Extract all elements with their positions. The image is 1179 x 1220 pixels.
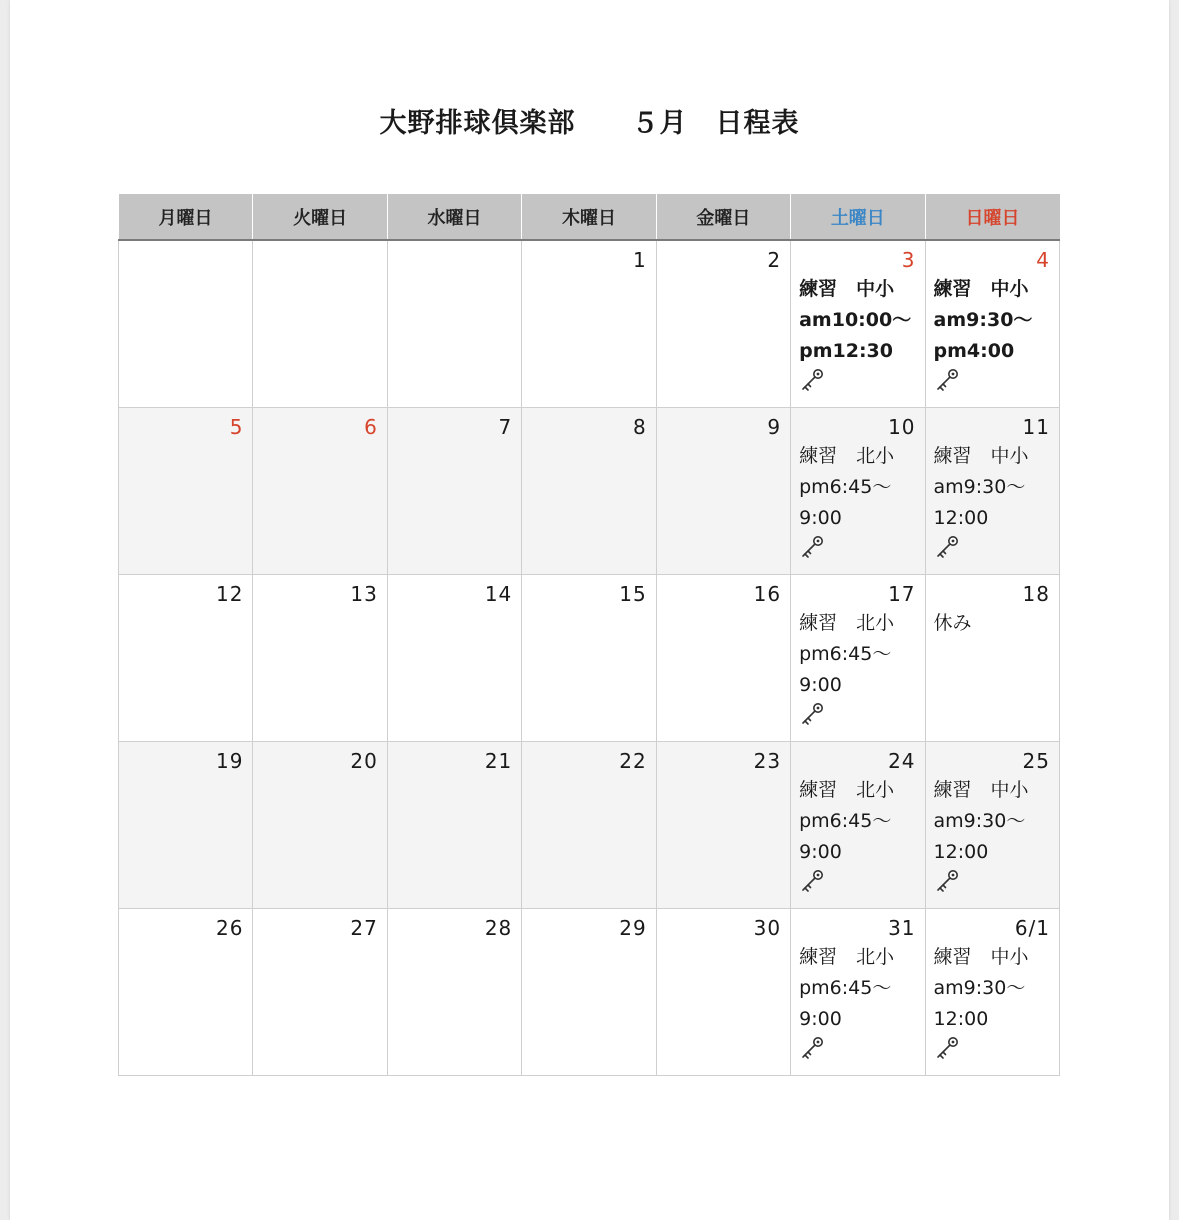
day-cell: [656, 240, 790, 408]
day-cell: [522, 909, 656, 1076]
event-text: 練習 北小: [799, 612, 895, 634]
day-number: 7: [498, 415, 513, 439]
key-icon: [799, 367, 825, 393]
day-number: 14: [484, 582, 513, 606]
day-number: 9: [767, 415, 782, 439]
weekday-tuesday: 火曜日: [253, 194, 387, 240]
event-text: am9:30〜: [933, 476, 1026, 498]
day-cell: [925, 742, 1059, 909]
day-number: 31: [888, 916, 916, 940]
day-cell: [387, 240, 521, 408]
weekday-wednesday: 水曜日: [387, 194, 521, 240]
day-cell: [656, 575, 790, 742]
day-cell: [925, 408, 1059, 575]
day-cell: [656, 408, 790, 575]
day-cell: [119, 408, 253, 575]
weekday-header-row: [119, 194, 1060, 240]
day-number: [119, 241, 252, 273]
day-cell: [253, 408, 387, 575]
event-text: 練習 中小: [799, 278, 895, 300]
day-number: 2: [767, 248, 782, 272]
day-number: 11: [1022, 415, 1050, 439]
day-number: 10: [888, 415, 916, 439]
day-cell: [791, 408, 925, 575]
day-number: 29: [619, 916, 647, 940]
event-text: 12:00: [933, 507, 989, 529]
day-cell: [522, 575, 656, 742]
day-cell: [791, 240, 925, 408]
day-cell: [522, 240, 656, 408]
day-number: 18: [1022, 582, 1050, 606]
event-text: am9:30〜: [933, 977, 1026, 999]
day-number: 23: [753, 749, 782, 773]
key-icon: [799, 534, 825, 560]
day-number: 30: [753, 916, 782, 940]
day-cell: [387, 909, 521, 1076]
day-number: 17: [888, 582, 916, 606]
week-row: [119, 909, 1060, 1076]
key-icon: [799, 868, 825, 894]
weekday-sunday: 日曜日: [925, 194, 1059, 240]
day-cell: [925, 909, 1059, 1076]
week-row: [119, 575, 1060, 742]
day-cell: [791, 909, 925, 1076]
event-text: 練習 中小: [933, 779, 1029, 801]
day-number: 1: [632, 248, 647, 272]
week-row: [119, 408, 1060, 575]
day-cell: [119, 742, 253, 909]
day-cell: [522, 742, 656, 909]
event-text: 休み: [933, 612, 972, 634]
day-number: 21: [484, 749, 513, 773]
day-number: 25: [1022, 749, 1050, 773]
day-number: 24: [888, 749, 916, 773]
day-number: 4: [1036, 248, 1050, 272]
day-number: 22: [619, 749, 647, 773]
schedule-calendar: [118, 194, 1060, 1076]
weekday-saturday: 土曜日: [791, 194, 925, 240]
day-number: 15: [619, 582, 647, 606]
day-number: 8: [632, 415, 647, 439]
day-cell: [253, 909, 387, 1076]
event-text: pm6:45〜: [799, 977, 892, 999]
day-cell: [253, 575, 387, 742]
day-cell: [387, 408, 521, 575]
weekday-friday: 金曜日: [656, 194, 790, 240]
event-text: am10:00〜: [799, 309, 912, 331]
event-text: 練習 北小: [799, 779, 895, 801]
day-cell: [253, 240, 387, 408]
day-cell: [656, 742, 790, 909]
day-cell: [253, 742, 387, 909]
event-text: 9:00: [799, 674, 842, 696]
day-cell: [791, 742, 925, 909]
day-number: 6/1: [1014, 916, 1050, 940]
day-number: 27: [350, 916, 378, 940]
event-text: pm6:45〜: [799, 810, 892, 832]
day-cell: [387, 575, 521, 742]
event-text: 9:00: [799, 1008, 842, 1030]
event-text: pm6:45〜: [799, 476, 892, 498]
day-number: [388, 241, 521, 273]
day-number: 3: [901, 248, 916, 272]
day-number: 5: [229, 415, 244, 439]
event-text: pm6:45〜: [799, 643, 892, 665]
weekday-monday: 月曜日: [119, 194, 253, 240]
key-icon: [934, 868, 960, 894]
week-row: [119, 240, 1060, 408]
day-number: 13: [350, 582, 378, 606]
day-cell: [656, 909, 790, 1076]
page-title: 大野排球倶楽部 ５月 日程表: [379, 108, 800, 139]
event-text: 12:00: [933, 841, 989, 863]
event-text: pm4:00: [933, 340, 1015, 362]
day-cell: [119, 575, 253, 742]
day-cell: [791, 575, 925, 742]
day-number: 28: [484, 916, 513, 940]
day-cell: [925, 240, 1059, 408]
key-icon: [799, 701, 825, 727]
key-icon: [934, 534, 960, 560]
event-text: 練習 北小: [799, 445, 895, 467]
day-cell: [925, 575, 1059, 742]
event-text: am9:30〜: [933, 309, 1033, 331]
day-cell: [522, 408, 656, 575]
day-number: 16: [753, 582, 782, 606]
event-text: pm12:30: [799, 340, 893, 362]
event-text: 12:00: [933, 1008, 989, 1030]
event-text: 練習 中小: [933, 278, 1029, 300]
weekday-thursday: 木曜日: [522, 194, 656, 240]
key-icon: [934, 367, 960, 393]
day-number: 6: [364, 415, 378, 439]
event-text: 9:00: [799, 841, 842, 863]
event-text: 9:00: [799, 507, 842, 529]
key-icon: [934, 1035, 960, 1061]
day-number: 19: [215, 749, 244, 773]
week-row: [119, 742, 1060, 909]
day-number: 20: [350, 749, 378, 773]
event-text: 練習 北小: [799, 946, 895, 968]
day-cell: [387, 742, 521, 909]
day-cell: [119, 240, 253, 408]
day-cell: [119, 909, 253, 1076]
day-number: 26: [215, 916, 244, 940]
event-text: 練習 中小: [933, 946, 1029, 968]
day-number: [253, 241, 386, 273]
event-text: 練習 中小: [933, 445, 1029, 467]
day-number: 12: [215, 582, 244, 606]
key-icon: [799, 1035, 825, 1061]
event-text: am9:30〜: [933, 810, 1026, 832]
